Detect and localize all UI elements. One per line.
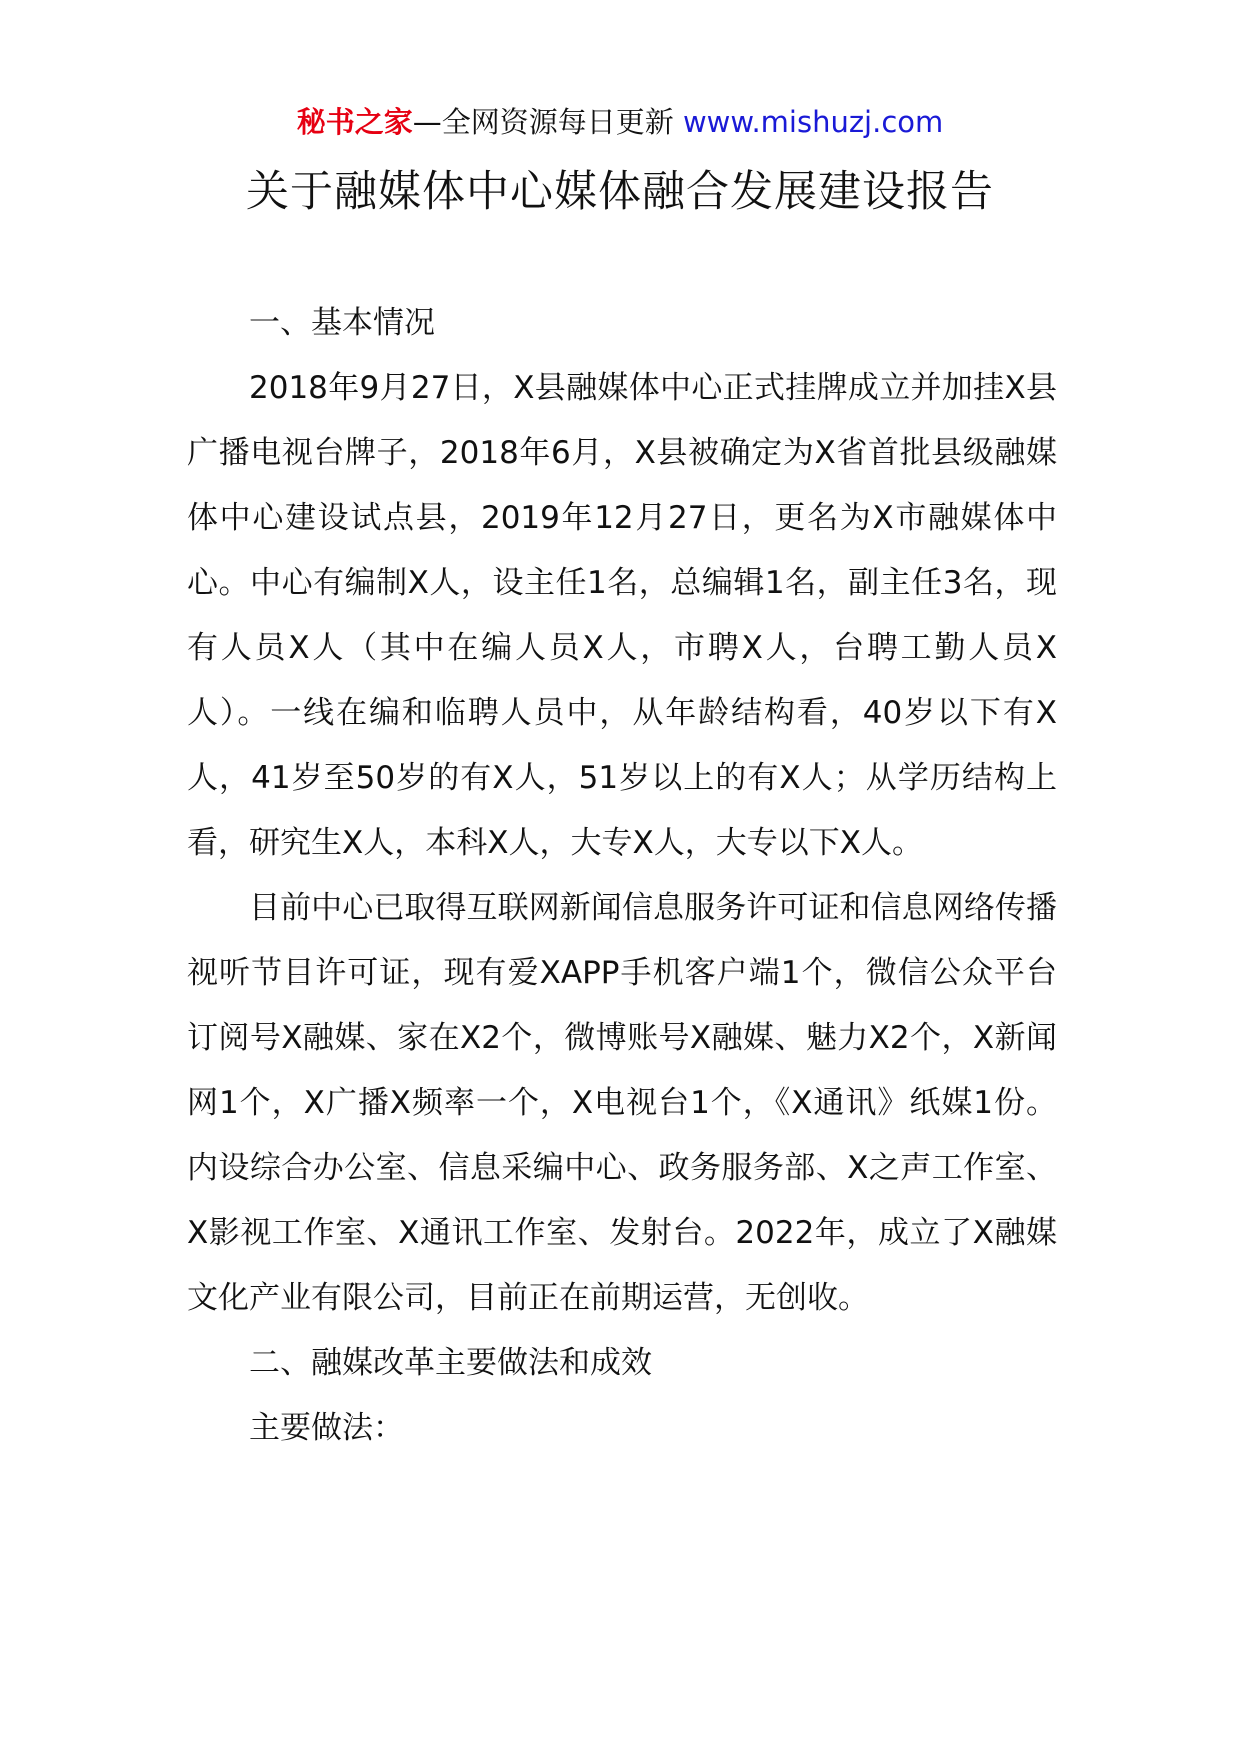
brand-name: 秘书之家 [296,105,413,139]
site-header [0,100,1240,144]
section-heading-reform-practices: 二、融媒改革主要做法和成效 [249,1345,652,1381]
section-heading-basic-situation: 一、基本情况 [249,305,435,341]
subheading-main-practices: 主要做法： [249,1410,404,1446]
paragraph-platforms: 目前中心已取得互联网新闻信息服务许可证和信息网络传播视听节目许可证，现有爱XAPP手机客户端1个，微信公众平台订阅号X融媒、家在X2个，微博账号X融媒、魅力X2个，X新闻网1个，X广播X频率一个，X电视台1个，《X通讯》纸媒1份。内设综合办公室、信息采编中心、政务服务部、X之声工作室、X影视工作室、X通讯工作室、发射台。2022年，成立了X融媒文化产业有限公司，目前正在前期运营，无创收。 [187,890,1057,1316]
header-tagline: —全网资源每日更新 [412,105,683,139]
document-body [187,291,1057,1461]
paragraph-overview: 2018年9月27日，X县融媒体中心正式挂牌成立并加挂X县广播电视台牌子，2018年6月，X县被确定为X省首批县级融媒体中心建设试点县，2019年12月27日，更名为X市融媒体中心。中心有编制X人，设主任1名，总编辑1名，副主任3名，现有人员X人（其中在编人员X人，市聘X人，台聘工勤人员X人）。一线在编和临聘人员中，从年龄结构看，40岁以下有X人，41岁至50岁的有X人，51岁以上的有X人；从学历结构上看，研究生X人，本科X人，大专X人，大专以下X人。 [187,370,1057,861]
site-link[interactable]: www.mishuzj.com [682,105,944,139]
document-title: 关于融媒体中心媒体融合发展建设报告 [246,167,994,217]
